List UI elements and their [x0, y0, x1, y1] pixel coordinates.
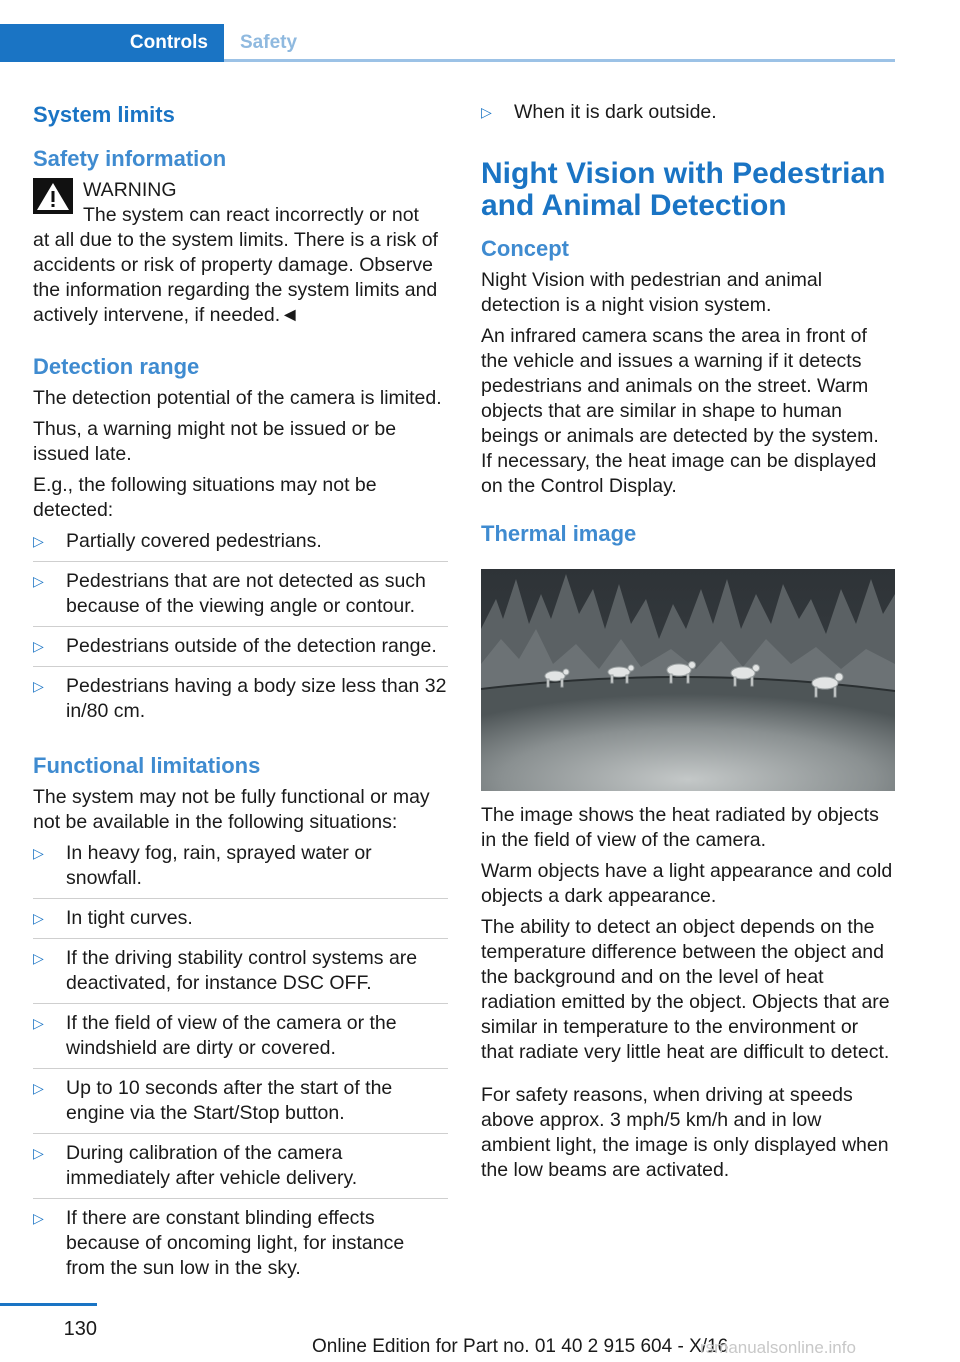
- right-column: [481, 100, 895, 1189]
- list-item: [33, 1206, 448, 1288]
- paragraph: Warm objects have a light appearance and cold objects a dark appearance.: [481, 860, 893, 907]
- heading-night-vision: Night Vision with Pedestrian and Animal Detection: [481, 157, 886, 222]
- triangle-bullet-icon: ▷: [33, 845, 44, 861]
- triangle-bullet-icon: ▷: [33, 950, 44, 966]
- footer-rule: [0, 1303, 97, 1306]
- heading-safety-information: Safety information: [33, 146, 227, 171]
- list-item: [33, 1076, 448, 1134]
- list-item: [33, 1011, 448, 1069]
- warning-block: [33, 178, 448, 328]
- triangle-bullet-icon: ▷: [33, 533, 44, 549]
- tab-safety[interactable]: Safety: [240, 32, 298, 53]
- page-number: 130: [63, 1318, 97, 1340]
- triangle-bullet-icon: ▷: [33, 1145, 44, 1161]
- list-item: [33, 1141, 448, 1199]
- paragraph: The detection potential of the camera is limited.: [33, 387, 442, 409]
- list-item-text: If there are constant blinding effects because of oncoming light, for instance from the sun low in the sky.: [66, 1207, 405, 1279]
- heading-concept: Concept: [481, 236, 569, 261]
- triangle-bullet-icon: ▷: [481, 104, 492, 120]
- triangle-bullet-icon: ▷: [33, 1210, 44, 1226]
- edition-text: Online Edition for Part no. 01 40 2 915 604 - X/16: [312, 1336, 729, 1357]
- list-item: [33, 529, 448, 562]
- watermark: rsmanualsonline.info: [700, 1338, 856, 1357]
- paragraph: Night Vision with pedestrian and animal detection is a night vision system.: [481, 269, 823, 316]
- list-item-text: Up to 10 seconds after the start of the engine via the Start/Stop button.: [66, 1077, 393, 1124]
- list-item-text: In heavy fog, rain, sprayed water or snowfall.: [66, 842, 372, 889]
- list-item-text: In tight curves.: [66, 907, 193, 929]
- warning-text: at all due to the system limits. There is a risk of accidents or risk of property damage. Observe the information regarding the system limits and actively intervene, if needed.◄: [33, 229, 438, 326]
- tab-underline: [224, 59, 895, 62]
- list-item: [481, 100, 895, 132]
- triangle-bullet-icon: ▷: [33, 910, 44, 926]
- paragraph: The image shows the heat radiated by objects in the field of view of the camera.: [481, 804, 879, 851]
- header-tabs: [0, 24, 895, 62]
- list-item: [33, 634, 448, 667]
- detection-list: [33, 529, 448, 731]
- paragraph: E.g., the following situations may not be detected:: [33, 474, 377, 521]
- triangle-bullet-icon: ▷: [33, 1080, 44, 1096]
- limitations-list: [33, 841, 448, 1288]
- tab-controls[interactable]: Controls: [0, 24, 224, 62]
- triangle-bullet-icon: ▷: [33, 638, 44, 654]
- warning-icon: [33, 178, 73, 214]
- triangle-bullet-icon: ▷: [33, 678, 44, 694]
- list-item: [33, 841, 448, 899]
- paragraph: For safety reasons, when driving at speeds above approx. 3 mph/5 km/h and in low ambient light, the image is only displayed when the low beams are activated.: [481, 1084, 889, 1181]
- list-item: [33, 906, 448, 939]
- list-item-text: Pedestrians that are not detected as such because of the viewing angle or contour.: [66, 570, 426, 617]
- list-item: [33, 569, 448, 627]
- list-item: [33, 946, 448, 1004]
- list-item-text: If the driving stability control systems are deactivated, for instance DSC OFF.: [66, 947, 418, 994]
- heading-thermal-image: Thermal image: [481, 521, 637, 546]
- list-item-text: Partially covered pedestrians.: [66, 530, 322, 552]
- list-item-text: If the field of view of the camera or the windshield are dirty or covered.: [66, 1012, 397, 1059]
- heading-detection-range: Detection range: [33, 354, 200, 379]
- heading-functional-limitations: Functional limitations: [33, 753, 261, 778]
- paragraph: Thus, a warning might not be issued or be issued late.: [33, 418, 397, 465]
- paragraph: An infrared camera scans the area in front of the vehicle and issues a warning if it detects pedestrians and animals on the street. Warm objects that are similar in shape to human beings or animals are detected by the system. If necessary, the heat image can be displayed on the Control Display.: [481, 325, 879, 497]
- thermal-image: [481, 569, 895, 791]
- list-item-text: During calibration of the camera immediately after vehicle delivery.: [66, 1142, 358, 1189]
- triangle-bullet-icon: ▷: [33, 573, 44, 589]
- list-item-text: Pedestrians having a body size less than 32 in/80 cm.: [66, 675, 447, 722]
- triangle-bullet-icon: ▷: [33, 1015, 44, 1031]
- heading-system-limits: System limits: [33, 102, 175, 127]
- list-item: [33, 674, 448, 731]
- warning-label: WARNING: [83, 179, 177, 201]
- list-item-text: When it is dark outside.: [514, 101, 717, 123]
- warning-text-first: The system can react incorrectly or not: [83, 204, 419, 226]
- dark-list: [481, 100, 895, 132]
- paragraph: The system may not be fully functional or may not be available in the following situations:: [33, 786, 430, 833]
- paragraph: The ability to detect an object depends on the temperature difference between the object and the background and on the level of heat radiation emitted by the object. Objects that are similar in temperature to the environment or that radiate very little heat are difficult to detect.: [481, 916, 890, 1063]
- list-item-text: Pedestrians outside of the detection range.: [66, 635, 437, 657]
- left-column: [33, 100, 448, 1308]
